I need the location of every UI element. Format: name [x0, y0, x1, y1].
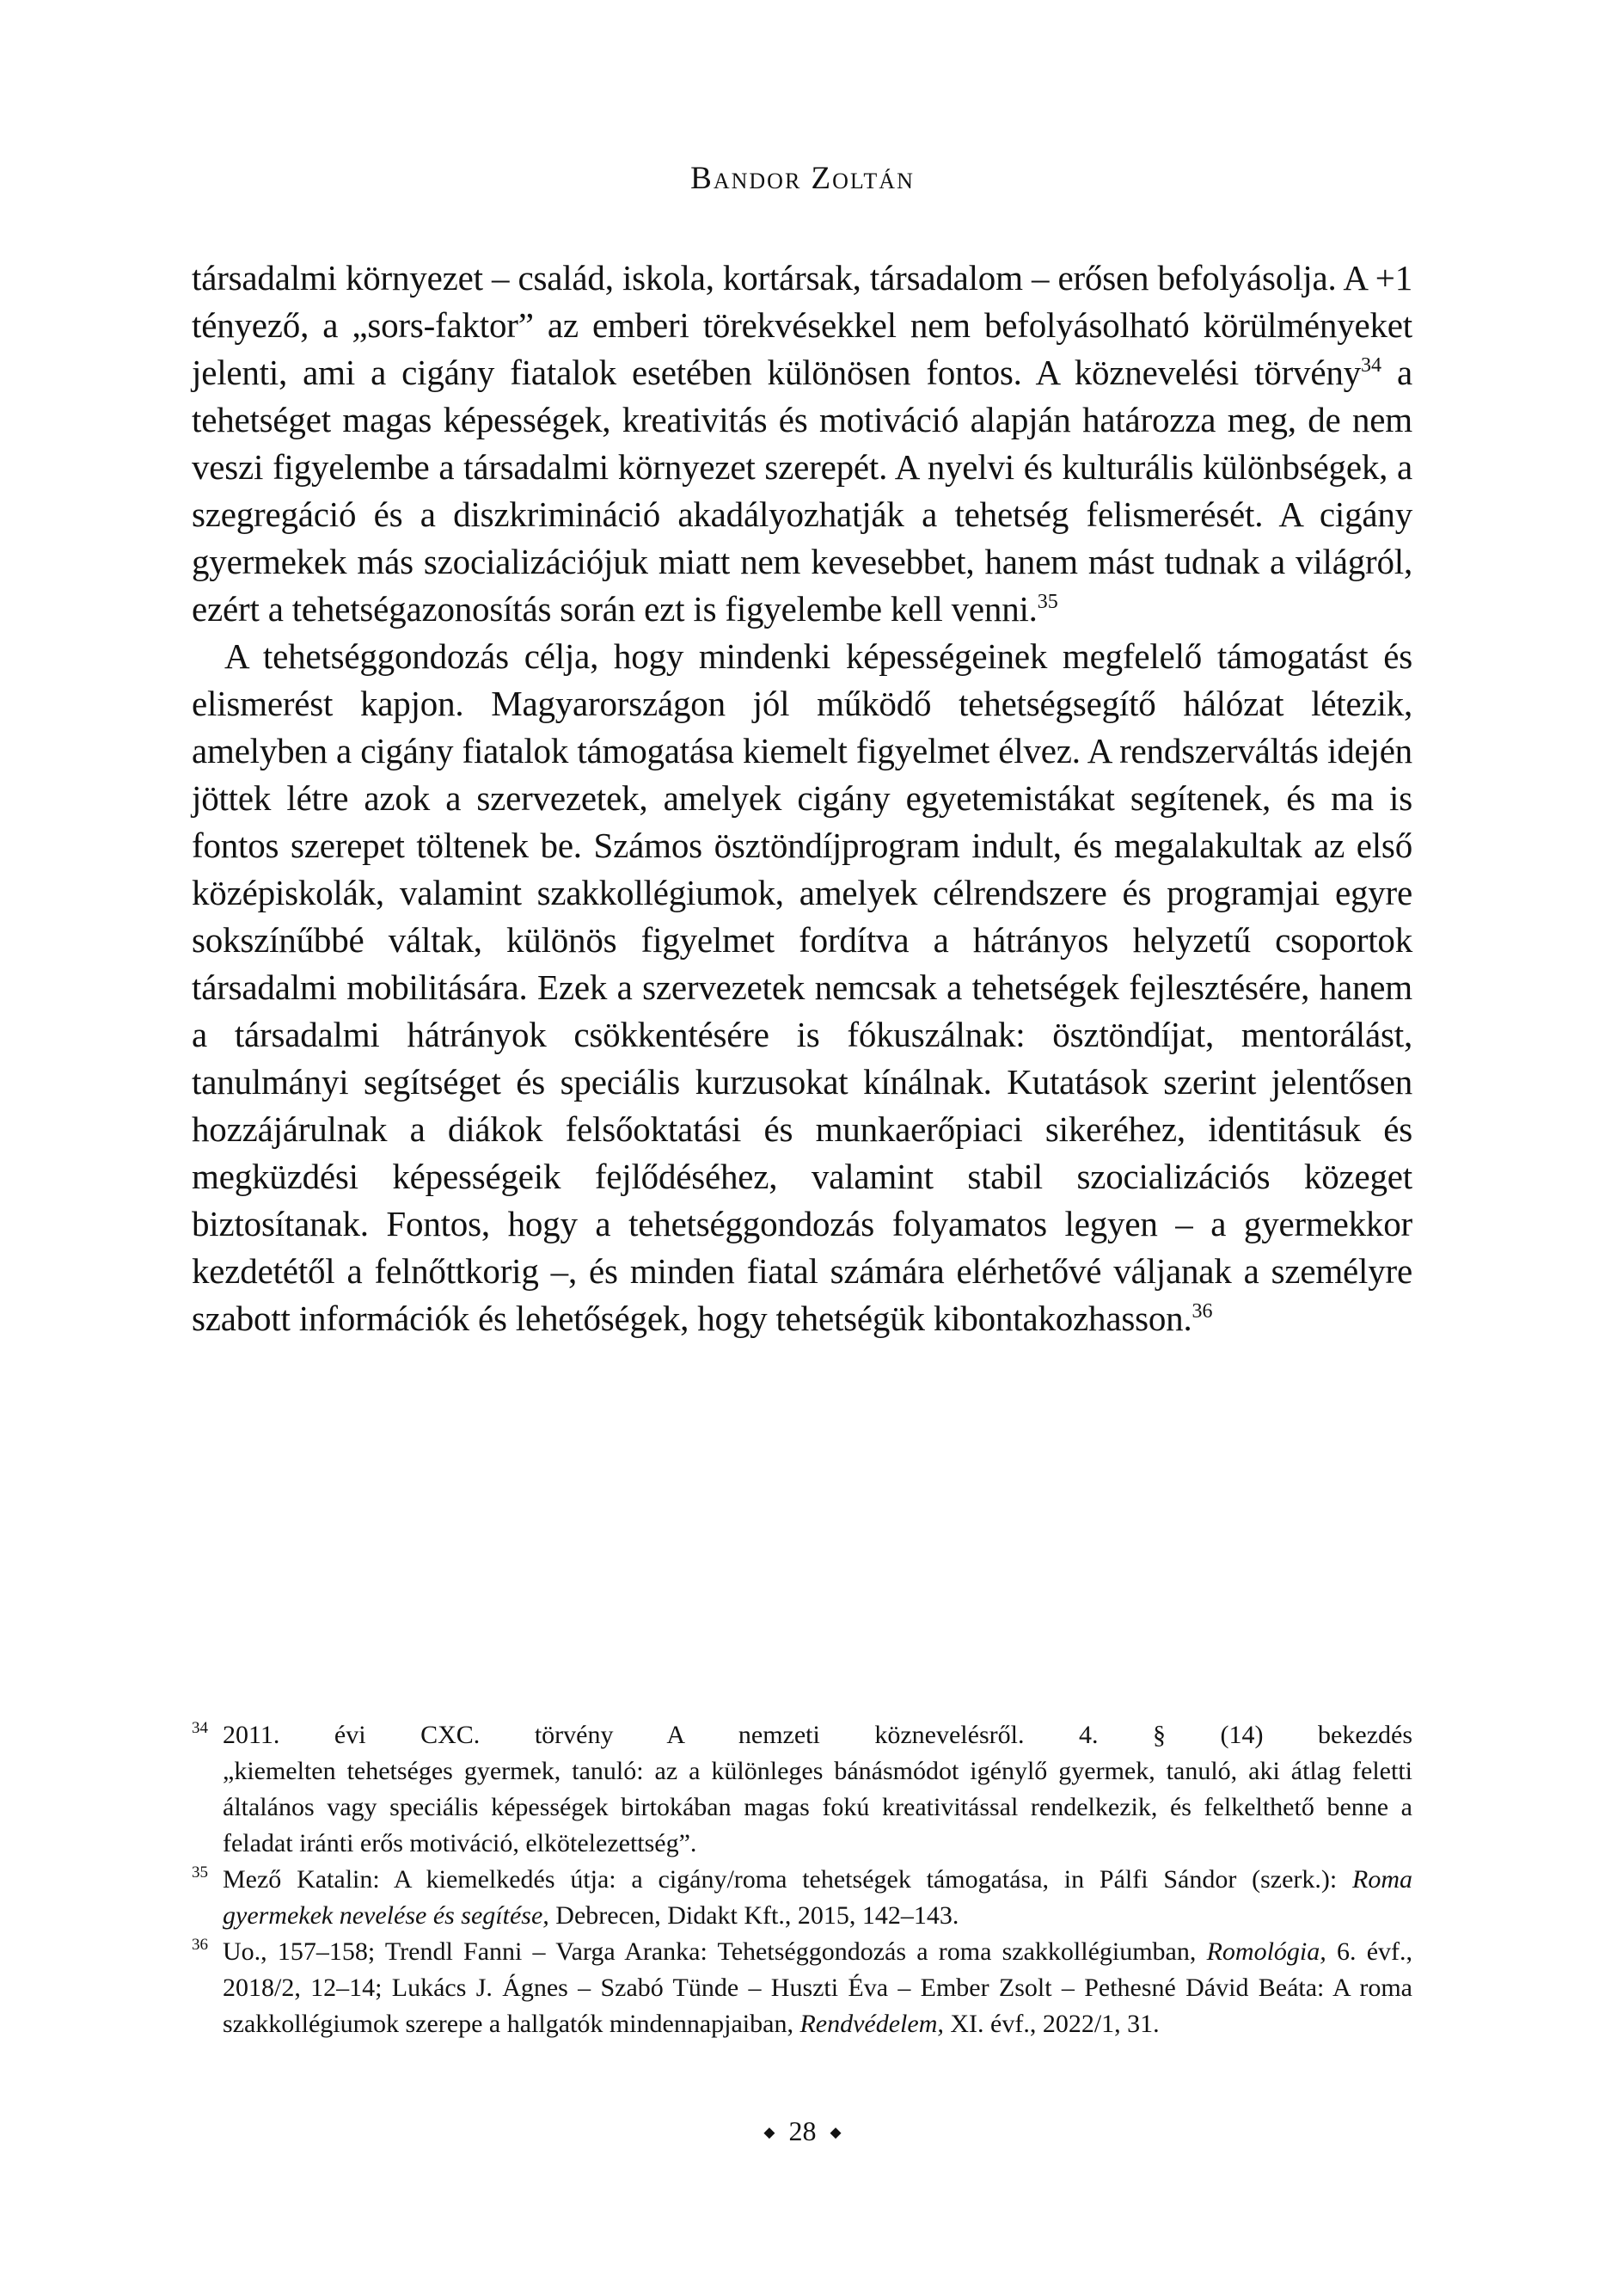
paragraph	[192, 633, 1412, 1342]
footnote-text	[223, 1934, 1412, 2042]
italic-title: Roma gyermekek nevelése és segítése,	[223, 1865, 1412, 1930]
footnote-marker: 36	[192, 1936, 208, 1954]
page-header	[0, 160, 1605, 197]
footer-ornament-left-icon: ◆	[763, 2124, 775, 2140]
italic-title: Rendvédelem,	[799, 2010, 944, 2038]
text-run: „kiemelten tehetséges gyermek, tanuló: az a különleges bánásmódot igénylő gyermek, tanuló, aki átlag feletti általános vagy speciális képességek birtokában magas fokú kreativitással rendelkezik, és felkelthető benne a feladat iránti erős motiváció, elkötelezettség”.	[223, 1757, 1412, 1857]
page-footer	[0, 2114, 1605, 2150]
footnote-marker: 35	[192, 1863, 208, 1882]
footer-ornament-right-icon: ◆	[830, 2124, 842, 2140]
text-run: a tehetséget magas képességek, kreativitás és motiváció alapján határozza meg, de nem veszi figyelembe a társadalmi környezet szerepét. A nyelvi és kulturális különbségek, a szegregáció és a diszkrimináció akadályozhatják a tehetség felismerését. A cigány gyermekek más szocializációjuk miatt nem kevesebbet, hanem mást tudnak a világról, ezért a tehetségazonosítás során ezt is figyelembe kell venni.	[192, 353, 1412, 629]
text-run: A tehetséggondozás célja, hogy mindenki képességeinek megfelelő támogatást és elismerést kapjon. Magyarországon jól működő tehetségsegítő hálózat létezik, amelyben a cigány fiatalok támogatása kiemelt figyelmet élvez. A rendszerváltás idején jöttek létre azok a szervezetek, amelyek cigány egyetemistákat segítenek, és ma is fontos szerepet töltenek be. Számos ösztöndíjprogram indult, és megalakultak az első középiskolák, valamint szakkollégiumok, amelyek célrendszere és programjai egyre sokszínűbbé váltak, különös figyelmet fordítva a hátrányos helyzetű csoportok társadalmi mobilitására. Ezek a szervezetek nemcsak a tehetségek fejlesztésére, hanem a társadalmi hátrányok csökkentésére is fókuszálnak: ösztöndíjat, mentorálást, tanulmányi segítséget és speciális kurzusokat kínálnak. Kutatások szerint jelentősen hozzájárulnak a diákok felsőoktatási és munkaerőpiaci sikeréhez, identitásuk és megküzdési képességeik fejlődéséhez, valamint stabil szocializációs közeget biztosítanak. Fontos, hogy a tehetséggondozás folyamatos legyen – a gyermekkor kezdetétől a felnőttkorig –, és minden fiatal számára elérhetővé váljanak a személyre szabott információk és lehetőségek, hogy tehetségük kibontakozhasson.	[192, 636, 1412, 1338]
footnote-ref: 35	[1037, 591, 1058, 613]
footnote-text	[223, 1862, 1412, 1934]
footnotes-section	[192, 1717, 1412, 2042]
body-text	[192, 255, 1412, 1342]
text-run: 2011. évi CXC. törvény A nemzeti köznevelésről. 4. § (14) bekezdés	[223, 1721, 1412, 1749]
text-run: Mező Katalin: A kiemelkedés útja: a cigány/roma tehetségek támogatása, in Pálfi Sándor (szerk.):	[223, 1865, 1352, 1894]
footnote-ref: 36	[1191, 1300, 1213, 1323]
footnote-ref: 34	[1360, 354, 1381, 377]
text-run: XI. évf., 2022/1, 31.	[943, 2010, 1160, 2038]
page-number: 28	[788, 2115, 817, 2146]
footnote-marker: 34	[192, 1719, 208, 1737]
text-run: Debrecen, Didakt Kft., 2015, 142–143.	[548, 1901, 959, 1930]
footnote-36	[192, 1934, 1412, 2042]
footnote-35	[192, 1862, 1412, 1934]
footnote-text	[223, 1717, 1412, 1753]
paragraph	[192, 255, 1412, 633]
author-name: Bandor Zoltán	[690, 161, 915, 196]
text-run: Uo., 157–158; Trendl Fanni – Varga Aranka: Tehetséggondozás a roma szakkollégiumban,	[223, 1937, 1207, 1966]
text-run: 6. évf., 2018/2, 12–14; Lukács J. Ágnes – Szabó Tünde – Huszti Éva – Ember Zsolt – Pethesné Dávid Beáta: A roma szakkollégiumok szerepe a hallgatók mindennapjaiban,	[223, 1937, 1412, 2038]
footnote-34	[192, 1717, 1412, 1862]
italic-title: Romológia,	[1206, 1937, 1326, 1966]
text-run: társadalmi környezet – család, iskola, kortársak, társadalom – erősen befolyásolja. A +1 tényező, a „sors-faktor” az emberi törekvésekkel nem befolyásolható körülményeket jelenti, ami a cigány fiatalok esetében különösen fontos. A köznevelési törvény	[192, 258, 1412, 392]
footnote-text	[223, 1753, 1412, 1862]
